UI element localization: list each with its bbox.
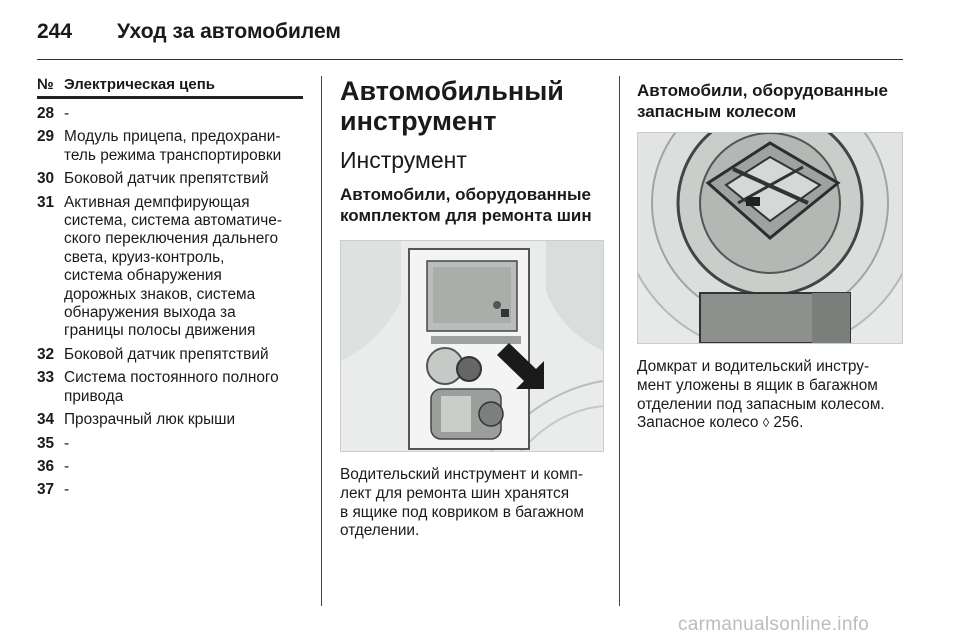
fuse-number: 37 — [37, 481, 55, 499]
fuse-table — [37, 76, 303, 505]
tire-repair-kit-caption: Водительский инструмент и комп- лект для ремонта шин хранятся в ящике под ковриком в багажном отделении. — [340, 466, 584, 540]
fuse-description: Боковой датчик препятствий — [64, 170, 269, 188]
page-header — [37, 12, 903, 52]
column-divider-right — [619, 76, 620, 606]
fuse-description: - — [64, 434, 70, 452]
spare-wheel-section — [637, 76, 903, 433]
fuse-description: Боковой датчик препятствий — [64, 345, 269, 363]
table-row — [37, 128, 303, 165]
subsection-title: Автомобили, оборудованные комплектом для ремонта шин — [340, 185, 592, 225]
fuse-number: 31 — [37, 193, 55, 211]
table-row — [37, 458, 303, 476]
tools-section — [340, 76, 602, 541]
fuse-description: - — [64, 105, 70, 122]
table-row — [37, 170, 303, 188]
table-row — [37, 481, 303, 499]
spare-wheel-caption-text: Домкрат и водительский инстру- мент уложены в ящик в багажном отделении под запасным колесом. Запасное колесо — [637, 358, 885, 432]
fuse-number: 34 — [37, 411, 55, 429]
page-reference-number[interactable]: 256. — [769, 414, 804, 432]
tire-repair-kit-photo — [340, 240, 604, 452]
table-row — [37, 435, 303, 453]
table-row — [37, 194, 303, 341]
page-number: 244 — [37, 20, 73, 43]
page-title: Уход за автомобилем — [117, 20, 341, 43]
fuse-description: Прозрачный люк крыши — [64, 411, 236, 429]
section-heading: Инструмент — [340, 147, 467, 173]
table-row — [37, 369, 303, 406]
watermark: carmanualsonline.info — [678, 614, 870, 635]
table-header — [37, 76, 303, 99]
fuse-description: Активная демпфирующая система, система автоматиче- ского переключения дальнего света, круиз-контроль, система обнаружения дорожных знаков, система обнаружения выхода за границы полосы движения — [64, 193, 282, 340]
fuse-description: - — [64, 481, 70, 499]
fuse-number: 29 — [37, 128, 55, 146]
table-row — [37, 105, 303, 123]
column-header-number: № — [37, 76, 54, 93]
spare-wheel-title: Автомобили, оборудованные запасным колесом — [637, 81, 888, 121]
chapter-heading: Автомобильный инструмент — [340, 76, 564, 136]
fuse-number: 33 — [37, 369, 55, 387]
fuse-description: - — [64, 457, 70, 475]
column-header-circuit: Электрическая цепь — [64, 76, 216, 93]
table-row — [37, 411, 303, 429]
column-divider-left — [321, 76, 322, 606]
fuse-number: 32 — [37, 345, 55, 363]
table-row — [37, 346, 303, 364]
fuse-number: 36 — [37, 457, 55, 475]
fuse-list — [37, 105, 303, 500]
page-reference-icon: ◊ — [762, 415, 770, 431]
header-rule — [37, 59, 903, 60]
fuse-number: 35 — [37, 434, 55, 452]
fuse-description: Модуль прицепа, предохрани- тель режима транспортировки — [64, 128, 282, 164]
spare-wheel-jack-photo — [637, 132, 903, 344]
fuse-number: 30 — [37, 170, 55, 188]
fuse-description: Система постоянного полного привода — [64, 369, 279, 405]
fuse-number: 28 — [37, 105, 55, 122]
spare-wheel-caption — [637, 358, 903, 433]
